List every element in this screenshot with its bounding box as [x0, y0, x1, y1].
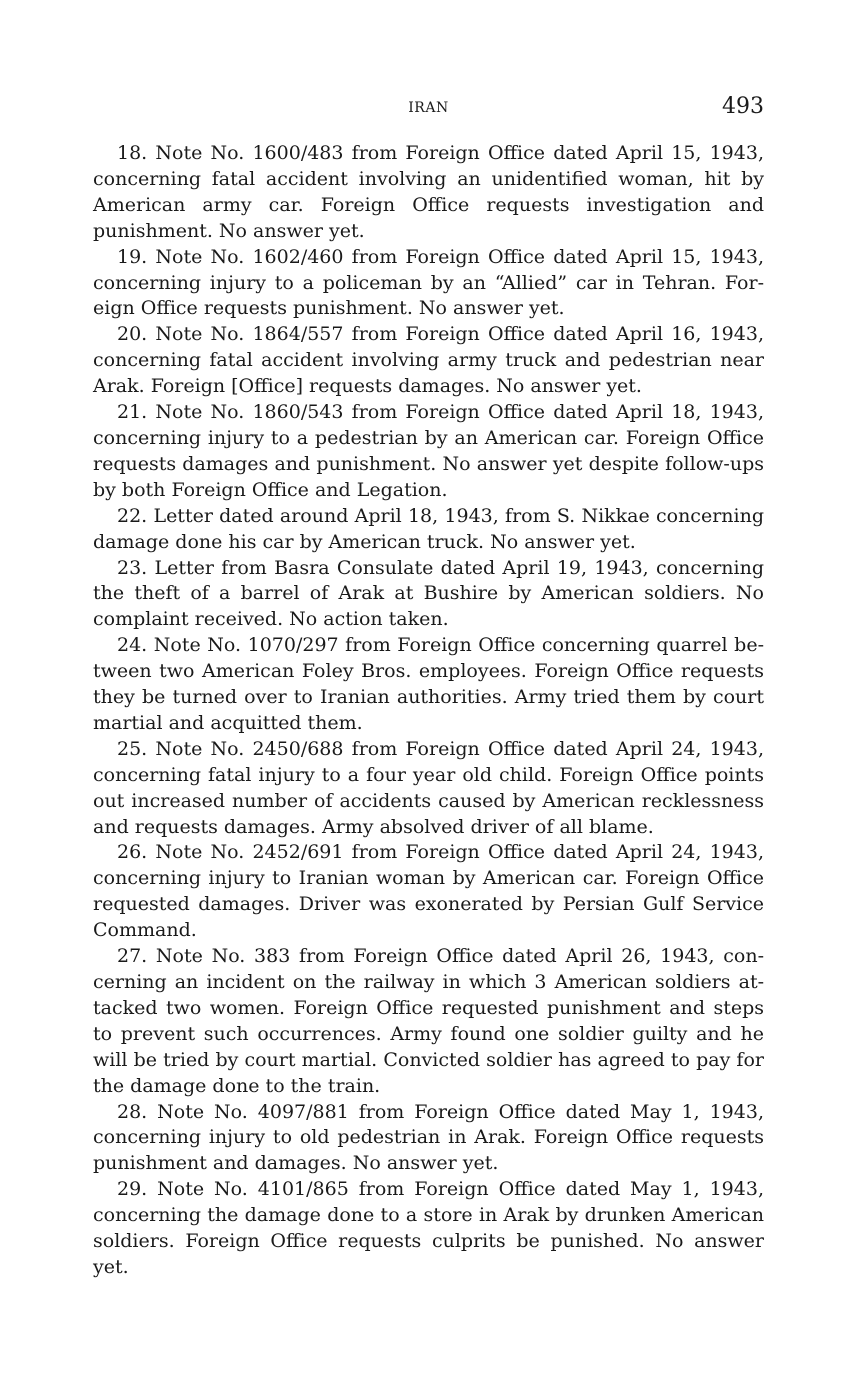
entry-24: 24. Note No. 1070/297 from Foreign Office concerning quarrel between two American Foley Bros. employees. Foreign Office requests they be turned over to Iranian authorities. Army tried them by court martial and acquitted them. [93, 634, 764, 734]
document-body [93, 141, 764, 1281]
entry-22: 22. Letter dated around April 18, 1943, from S. Nikkae concerning damage done his car by American truck. No answer yet. [93, 504, 764, 553]
entry-26: 26. Note No. 2452/691 from Foreign Office dated April 24, 1943, concerning injury to Iranian woman by American car. Foreign Office requested damages. Driver was exonerated by Persian Gulf Service Command. [93, 841, 764, 942]
entry-19: 19. Note No. 1602/460 from Foreign Office dated April 15, 1943, concerning injury to a policeman by an “Allied” car in Tehran. Foreign Office requests punishment. No answer yet. [93, 245, 764, 320]
page-number: 493 [722, 94, 764, 119]
entry-25: 25. Note No. 2450/688 from Foreign Office dated April 24, 1943, concerning fatal injury to a four year old child. Foreign Office points out increased number of accidents caused by American recklessness and requests damages. Army absolved driver of all blame. [93, 737, 764, 838]
entry-28: 28. Note No. 4097/881 from Foreign Office dated May 1, 1943, concerning injury to old pedestrian in Arak. Foreign Office requests punishment and damages. No answer yet. [93, 1100, 764, 1175]
entry-20: 20. Note No. 1864/557 from Foreign Office dated April 16, 1943, concerning fatal accident involving army truck and pedestrian near Arak. Foreign [Office] requests damages. No answer yet. [93, 323, 764, 398]
page-header [93, 94, 764, 124]
entry-29: 29. Note No. 4101/865 from Foreign Office dated May 1, 1943, concerning the damage done to a store in Arak by drunken American soldiers. Foreign Office requests culprits be punished. No answer yet. [93, 1178, 764, 1278]
entry-27: 27. Note No. 383 from Foreign Office dated April 26, 1943, concerning an incident on the railway in which 3 American soldiers attacked two women. Foreign Office requested punishment and steps to prevent such occurrences. Army found one soldier guilty and he will be tried by court martial. Convicted soldier has agreed to pay for the damage done to the train. [93, 945, 764, 1097]
running-head: IRAN [408, 100, 449, 116]
entry-18: 18. Note No. 1600/483 from Foreign Office dated April 15, 1943, concerning fatal accident involving an unidentified woman, hit by American army car. Foreign Office requests investigation and punishment. No answer yet. [93, 142, 764, 242]
entry-23: 23. Letter from Basra Consulate dated April 19, 1943, concerning the theft of a barrel of Arak at Bushire by American soldiers. No complaint received. No action taken. [93, 556, 764, 631]
entry-21: 21. Note No. 1860/543 from Foreign Office dated April 18, 1943, concerning injury to a pedestrian by an American car. Foreign Office requests damages and punishment. No answer yet despite follow-ups by both Foreign Office and Legation. [93, 401, 764, 501]
